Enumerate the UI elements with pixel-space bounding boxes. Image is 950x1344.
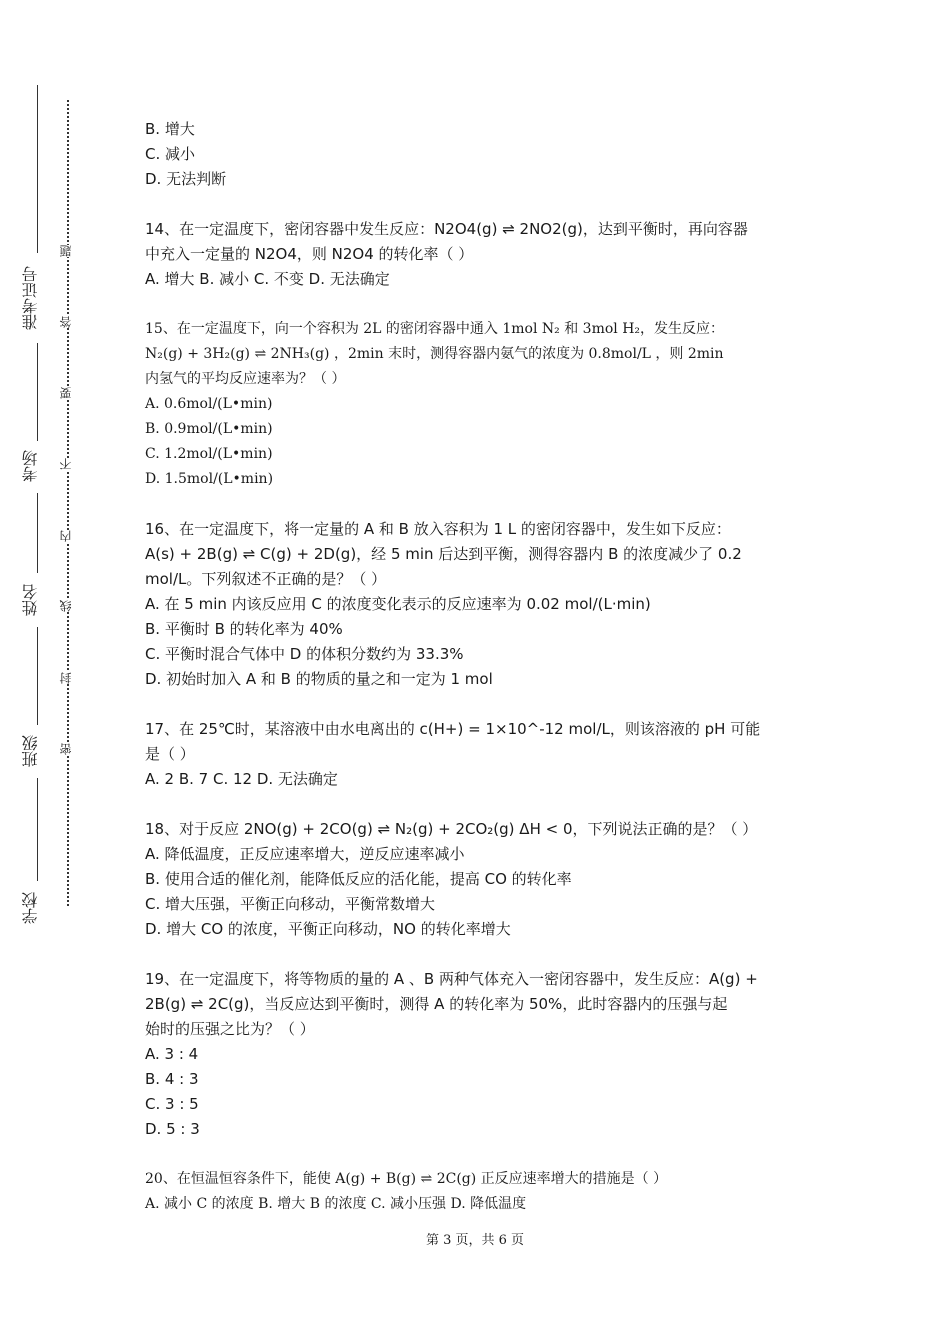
seal-char: 答 (59, 316, 77, 328)
question-text: 17、在 25℃时，某溶液中由水电离出的 c(H+) = 1×10^-12 mol/L，则该溶液的 pH 可能 (145, 720, 761, 738)
seal-char: 内 (59, 530, 77, 542)
option-line: D. 5 : 3 (145, 1120, 200, 1138)
question-list (145, 117, 815, 1217)
option-line: A. 减小 C 的浓度 B. 增大 B 的浓度 C. 减小压强 D. 降低温度 (145, 1196, 527, 1212)
question-20 (145, 1167, 815, 1217)
question-13-options (145, 117, 815, 192)
question-text: 内氢气的平均反应速率为？（ ） (145, 371, 346, 387)
option-line: C. 3 : 5 (145, 1095, 199, 1113)
option-line: A. 在 5 min 内该反应用 C 的浓度变化表示的反应速率为 0.02 mol/(L·min) (145, 595, 651, 613)
question-text: 16、在一定温度下，将一定量的 A 和 B 放入容积为 1 L 的密闭容器中，发生如下反应： (145, 520, 731, 538)
question-text: 18、对于反应 2NO(g) + 2CO(g) ⇌ N₂(g) + 2CO₂(g) ΔH < 0，下列说法正确的是？（ ） (145, 820, 758, 838)
question-text: mol/L。下列叙述不正确的是？（ ） (145, 570, 387, 588)
seal-char: 题 (59, 245, 77, 257)
question-19 (145, 967, 815, 1142)
option-line: D. 无法判断 (145, 170, 227, 188)
question-15 (145, 317, 815, 492)
question-16 (145, 517, 815, 692)
option-line: B. 使用合适的催化剂，能降低反应的活化能，提高 CO 的转化率 (145, 870, 572, 888)
question-text: N₂(g) + 3H₂(g) ⇌ 2NH₃(g) ，2min 末时，测得容器内氨气的浓度为 0.8mol/L ，则 2min (145, 346, 724, 362)
exam-number-label: 准考证号 (21, 266, 40, 330)
option-line: B. 4 : 3 (145, 1070, 199, 1088)
question-text: 是（ ） (145, 745, 195, 763)
option-line: A. 增大 B. 减小 C. 不变 D. 无法确定 (145, 270, 390, 288)
seal-char: 不 (59, 458, 77, 470)
seal-dotted-line (67, 100, 69, 906)
student-name-label: 姓名 (21, 584, 40, 616)
school-label: 学校 (21, 892, 40, 924)
option-line: C. 1.2mol/(L•min) (145, 446, 273, 462)
question-text: 19、在一定温度下，将等物质的量的 A 、B 两种气体充入一密闭容器中，发生反应：A(g) + (145, 970, 758, 988)
question-text: 15、在一定温度下，向一个容积为 2L 的密闭容器中通入 1mol N₂ 和 3mol H₂，发生反应： (145, 321, 725, 337)
option-line: C. 减小 (145, 145, 196, 163)
option-line: D. 1.5mol/(L•min) (145, 471, 274, 487)
question-text: 2B(g) ⇌ 2C(g)，当反应达到平衡时，测得 A 的转化率为 50%，此时容器内的压强与起 (145, 995, 728, 1013)
option-line: A. 0.6mol/(L•min) (145, 396, 273, 412)
rule-line (37, 493, 38, 573)
rule-line (37, 627, 38, 725)
binding-margin (0, 0, 110, 1344)
question-18 (145, 817, 815, 942)
option-line: C. 平衡时混合气体中 D 的体积分数约为 33.3% (145, 645, 464, 663)
rule-line (37, 778, 38, 881)
question-text: A(s) + 2B(g) ⇌ C(g) + 2D(g)，经 5 min 后达到平衡，测得容器内 B 的浓度减少了 0.2 (145, 545, 742, 563)
question-text: 始时的压强之比为？（ ） (145, 1020, 315, 1038)
class-label: 班级 (21, 735, 40, 767)
question-text: 中充入一定量的 N2O4，则 N2O4 的转化率（ ） (145, 245, 474, 263)
option-line: C. 增大压强，平衡正向移动，平衡常数增大 (145, 895, 436, 913)
exam-room-label: 考场 (21, 450, 40, 482)
seal-char: 封 (59, 672, 77, 684)
question-text: 20、在恒温恒容条件下，能使 A(g) + B(g) ⇌ 2C(g) 正反应速率增大的措施是（ ） (145, 1171, 668, 1187)
seal-char: 密 (59, 743, 77, 755)
option-line: A. 3 : 4 (145, 1045, 199, 1063)
option-line: D. 增大 CO 的浓度，平衡正向移动，NO 的转化率增大 (145, 920, 511, 938)
option-line: D. 初始时加入 A 和 B 的物质的量之和一定为 1 mol (145, 670, 493, 688)
page-footer: 第 3 页，共 6 页 (425, 1233, 525, 1248)
option-line: B. 0.9mol/(L•min) (145, 421, 273, 437)
option-line: A. 降低温度，正反应速率增大，逆反应速率减小 (145, 845, 465, 863)
seal-char: 线 (59, 600, 77, 612)
question-17 (145, 717, 815, 792)
question-text: 14、在一定温度下，密闭容器中发生反应：N2O4(g) ⇌ 2NO2(g)，达到平衡时，再向容器 (145, 220, 748, 238)
question-14 (145, 217, 815, 292)
option-line: B. 增大 (145, 120, 195, 138)
option-line: B. 平衡时 B 的转化率为 40% (145, 620, 343, 638)
rule-line (37, 343, 38, 441)
seal-char: 要 (59, 387, 77, 399)
rule-line (37, 85, 38, 253)
option-line: A. 2 B. 7 C. 12 D. 无法确定 (145, 770, 338, 788)
